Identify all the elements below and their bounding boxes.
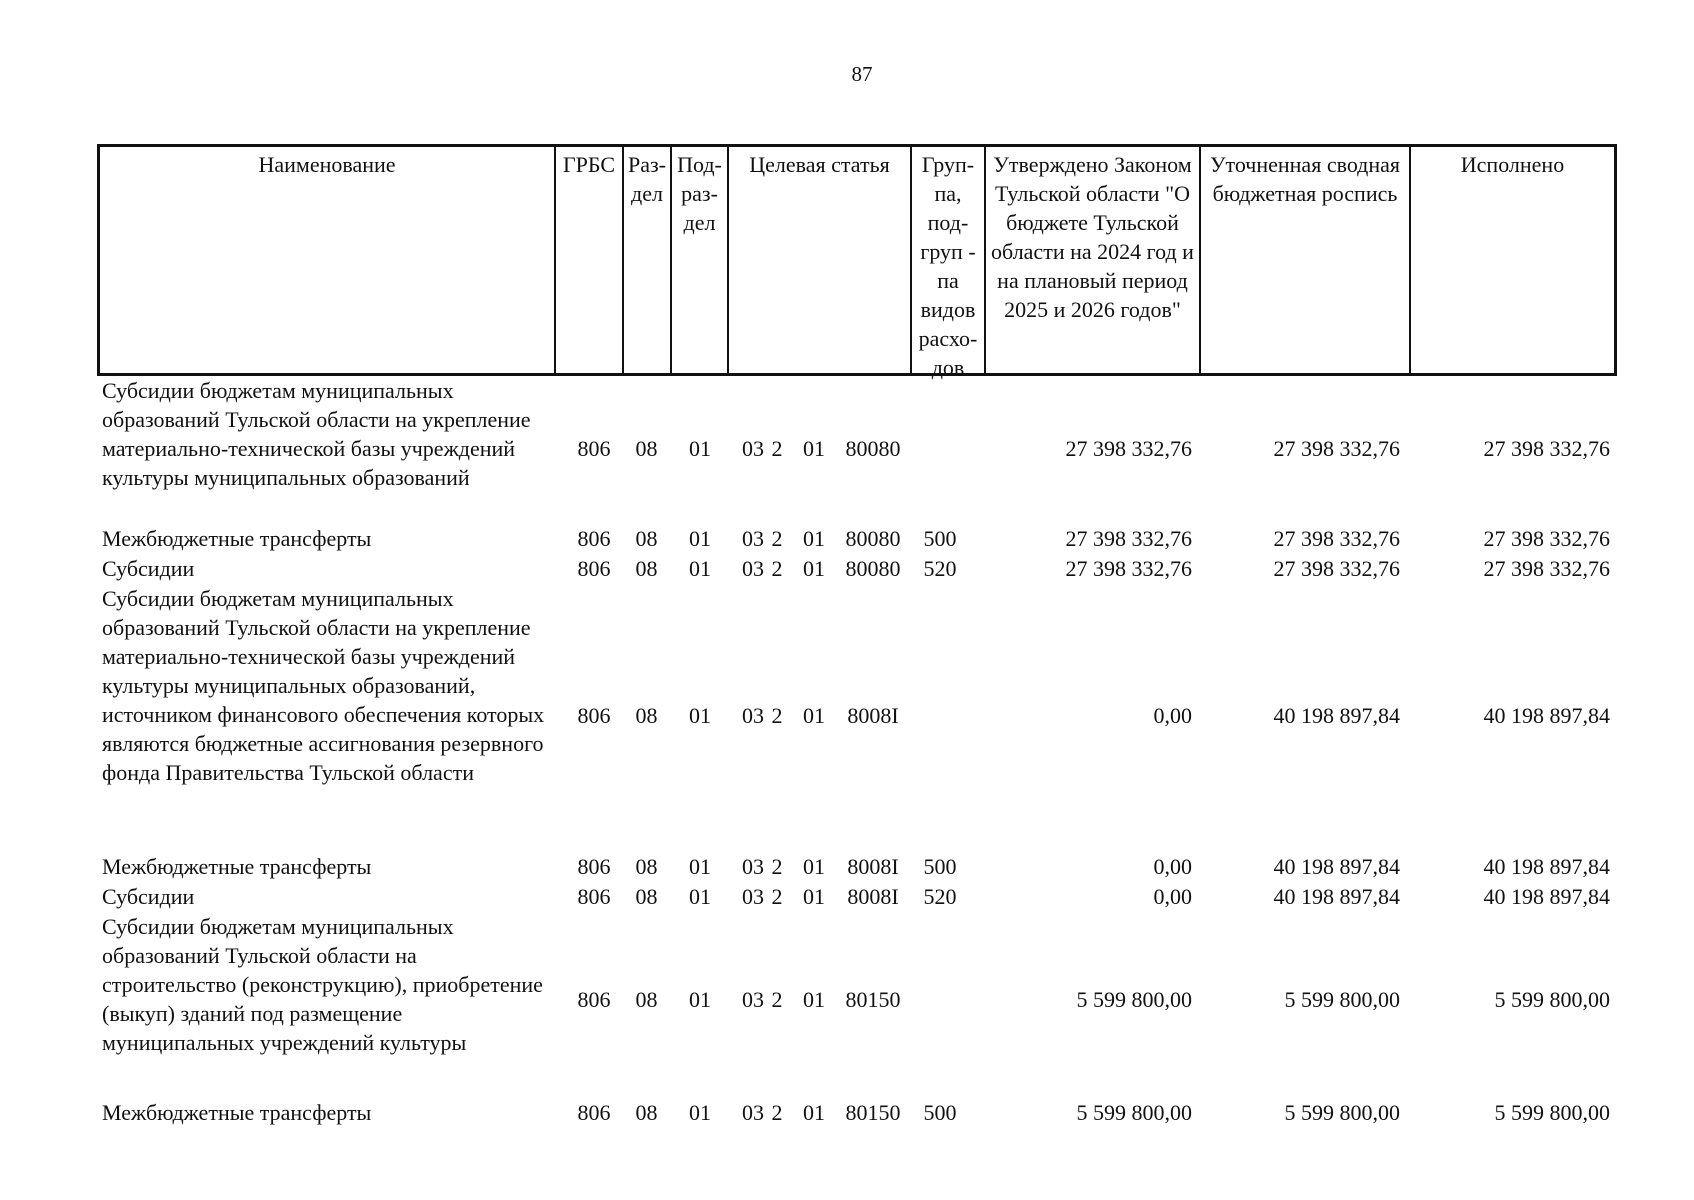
row-target-3: 01 — [803, 556, 825, 581]
row-razdel: 08 — [635, 703, 658, 728]
row-executed: 5 599 800,00 — [1494, 1100, 1610, 1125]
row-target-3: 01 — [803, 436, 825, 461]
row-podrazdel: 01 — [689, 884, 711, 909]
row-target-4: 8008I — [847, 884, 899, 909]
header-group — [912, 147, 986, 380]
header-target — [729, 147, 912, 376]
row-group: 500 — [923, 854, 957, 879]
row-target-4: 80080 — [845, 436, 901, 461]
row-target-1: 03 — [742, 1100, 764, 1125]
row-executed: 27 398 332,76 — [1483, 526, 1610, 551]
row-approved: 0,00 — [1153, 884, 1192, 909]
row-target-2: 2 — [771, 1100, 783, 1125]
row-target-2: 2 — [771, 526, 783, 551]
header-specified — [1201, 147, 1411, 376]
page-number: 87 — [851, 62, 873, 86]
row-target-1: 03 — [742, 854, 764, 879]
row-target-4: 80150 — [845, 1100, 901, 1125]
row-approved: 0,00 — [1153, 703, 1192, 728]
row-razdel: 08 — [635, 556, 658, 581]
row-podrazdel: 01 — [689, 987, 711, 1012]
header-specified-text: Уточненная сводная бюджетная роспись — [1209, 152, 1401, 206]
row-podrazdel: 01 — [689, 436, 711, 461]
row-grbs: 806 — [577, 854, 611, 879]
row-approved: 27 398 332,76 — [1065, 556, 1192, 581]
header-target-text: Целевая статья — [749, 152, 890, 177]
row-razdel: 08 — [635, 854, 658, 879]
row-grbs: 806 — [577, 526, 611, 551]
row-specified: 40 198 897,84 — [1273, 884, 1400, 909]
row-razdel: 08 — [635, 436, 658, 461]
row-grbs: 806 — [577, 1100, 611, 1125]
row-podrazdel: 01 — [689, 703, 711, 728]
row-executed: 40 198 897,84 — [1483, 703, 1610, 728]
row-grbs: 806 — [577, 436, 611, 461]
row-approved: 5 599 800,00 — [1076, 987, 1192, 1012]
row-name: Субсидии — [102, 884, 195, 909]
header-name-text: Наименование — [258, 152, 396, 177]
row-name: Субсидии бюджетам муниципальных образований Тульской области на укрепление материально-технической базы учреждений культуры муниципальных образований — [102, 378, 531, 490]
header-group-text: Груп- па, под- груп - па видов расхо- дов — [918, 152, 978, 380]
row-target-3: 01 — [803, 1100, 825, 1125]
row-target-4: 8008I — [847, 854, 899, 879]
row-podrazdel: 01 — [689, 526, 711, 551]
row-specified: 27 398 332,76 — [1273, 526, 1400, 551]
row-specified: 27 398 332,76 — [1273, 556, 1400, 581]
row-target-1: 03 — [742, 556, 764, 581]
row-target-1: 03 — [742, 703, 764, 728]
header-grbs-text: ГРБС — [562, 152, 616, 177]
row-approved: 0,00 — [1153, 854, 1192, 879]
row-target-2: 2 — [771, 436, 783, 461]
row-name: Межбюджетные трансферты — [102, 526, 372, 551]
row-target-4: 80080 — [845, 556, 901, 581]
row-grbs: 806 — [577, 884, 611, 909]
header-razdel-text: Раз- дел — [627, 152, 667, 206]
row-target-1: 03 — [742, 436, 764, 461]
row-grbs: 806 — [577, 703, 611, 728]
row-group: 500 — [923, 1100, 957, 1125]
row-group: 520 — [923, 884, 957, 909]
row-grbs: 806 — [577, 556, 611, 581]
row-approved: 27 398 332,76 — [1065, 526, 1192, 551]
row-target-2: 2 — [771, 556, 783, 581]
row-specified: 27 398 332,76 — [1273, 436, 1400, 461]
row-target-1: 03 — [742, 987, 764, 1012]
row-razdel: 08 — [635, 1100, 658, 1125]
header-approved-text: Утверждено Законом Тульской области "О бюджете Тульской области на 2024 год и на плановый период 2025 и 2026 годов" — [991, 152, 1194, 322]
row-name: Субсидии бюджетам муниципальных образований Тульской области на строительство (реконструкцию), приобретение (выкуп) зданий под размещение муниципальных учреждений культуры — [102, 914, 543, 1055]
row-specified: 5 599 800,00 — [1284, 987, 1400, 1012]
row-target-2: 2 — [771, 884, 783, 909]
row-target-3: 01 — [803, 884, 825, 909]
row-razdel: 08 — [635, 884, 658, 909]
row-name: Субсидии бюджетам муниципальных образований Тульской области на укрепление материально-технической базы учреждений культуры муниципальных образований, источником финансового обеспечения которых являются бюджетные ассигнования резервного фонда Правительства Тульской области — [102, 586, 545, 785]
row-target-3: 01 — [803, 526, 825, 551]
row-podrazdel: 01 — [689, 854, 711, 879]
header-name — [100, 147, 556, 376]
row-specified: 40 198 897,84 — [1273, 854, 1400, 879]
row-target-2: 2 — [771, 854, 783, 879]
table-header — [97, 144, 1617, 380]
header-razdel — [624, 147, 672, 376]
row-podrazdel: 01 — [689, 556, 711, 581]
row-target-3: 01 — [803, 987, 825, 1012]
row-name: Межбюджетные трансферты — [102, 1100, 372, 1125]
row-razdel: 08 — [635, 526, 658, 551]
row-target-4: 80150 — [845, 987, 901, 1012]
header-executed-text: Исполнено — [1460, 152, 1565, 177]
header-podrazdel — [672, 147, 729, 376]
row-executed: 27 398 332,76 — [1483, 436, 1610, 461]
row-specified: 5 599 800,00 — [1284, 1100, 1400, 1125]
row-name: Межбюджетные трансферты — [102, 854, 372, 879]
row-razdel: 08 — [635, 987, 658, 1012]
row-executed: 5 599 800,00 — [1494, 987, 1610, 1012]
row-podrazdel: 01 — [689, 1100, 711, 1125]
row-target-2: 2 — [771, 987, 783, 1012]
row-target-2: 2 — [771, 703, 783, 728]
row-target-4: 8008I — [847, 703, 899, 728]
row-target-3: 01 — [803, 854, 825, 879]
row-approved: 27 398 332,76 — [1065, 436, 1192, 461]
row-name: Субсидии — [102, 556, 195, 581]
header-podrazdel-text: Под- раз- дел — [677, 152, 722, 235]
row-group: 500 — [923, 526, 957, 551]
row-grbs: 806 — [577, 987, 611, 1012]
row-specified: 40 198 897,84 — [1273, 703, 1400, 728]
row-target-1: 03 — [742, 526, 764, 551]
row-target-4: 80080 — [845, 526, 901, 551]
row-group: 520 — [923, 556, 957, 581]
row-executed: 40 198 897,84 — [1483, 884, 1610, 909]
row-target-3: 01 — [803, 703, 825, 728]
row-approved: 5 599 800,00 — [1076, 1100, 1192, 1125]
row-executed: 27 398 332,76 — [1483, 556, 1610, 581]
row-executed: 40 198 897,84 — [1483, 854, 1610, 879]
header-executed — [1411, 147, 1614, 376]
header-approved — [986, 147, 1201, 376]
header-grbs — [556, 147, 624, 376]
row-target-1: 03 — [742, 884, 764, 909]
